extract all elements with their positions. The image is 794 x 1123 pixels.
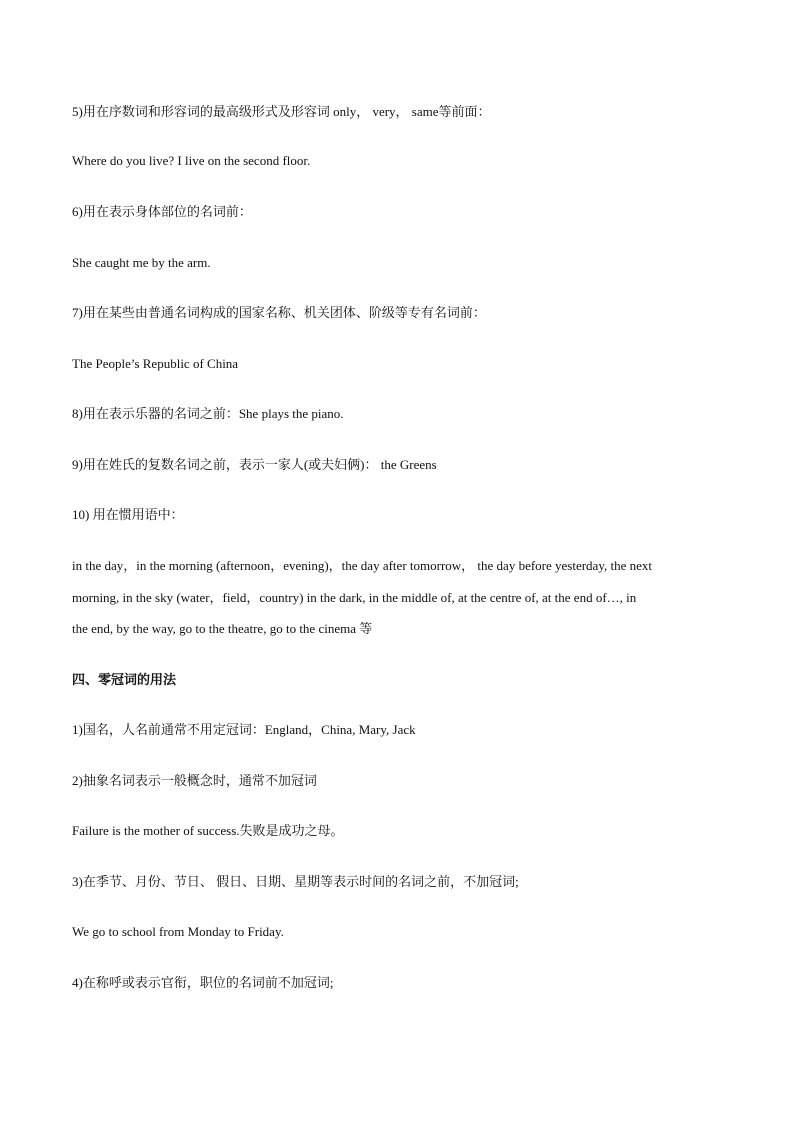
rule-7-example: The People’s Republic of China [72, 356, 239, 371]
rule-7-text: 7)用在某些由普通名词构成的国家名称、机关团体、阶级等专有名词前： [72, 305, 486, 320]
rule-9-text: 9)用在姓氏的复数名词之前，表示一家人(或夫妇俩)： the Greens [72, 457, 437, 472]
rule-6-example: She caught me by the arm. [72, 255, 211, 270]
zero-rule-1-text: 1)国名，人名前通常不用定冠词：England，China, Mary, Jack [72, 722, 416, 737]
zero-rule-2-text: 2)抽象名词表示一般概念时，通常不加冠词 [72, 773, 317, 788]
idiom-examples-line-2: morning, in the sky (water，field，country) in the dark, in the middle of, at the centre of, at the end of…, in [72, 590, 637, 605]
zero-rule-3-text: 3)在季节、月份、节日、 假日、日期、星期等表示时间的名词之前，不加冠词; [72, 874, 519, 889]
rule-8-text: 8)用在表示乐器的名词之前：She plays the piano. [72, 406, 344, 421]
idiom-examples-line-3: the end, by the way, go to the theatre, go to the cinema 等 [72, 621, 373, 636]
zero-rule-4-text: 4)在称呼或表示官衔，职位的名词前不加冠词; [72, 975, 334, 990]
zero-rule-3-example: We go to school from Monday to Friday. [72, 924, 284, 939]
section-heading-zero-article: 四、零冠词的用法 [72, 672, 177, 687]
rule-6-text: 6)用在表示身体部位的名词前： [72, 204, 252, 219]
rule-5-example: Where do you live? I live on the second floor. [72, 153, 311, 168]
zero-rule-2-example: Failure is the mother of success.失败是成功之母。 [72, 823, 344, 838]
rule-10-text: 10) 用在惯用语中： [72, 507, 184, 522]
rule-5-text: 5)用在序数词和形容词的最高级形式及形容词 only， very， same等前面： [72, 104, 491, 119]
idiom-examples-line-1: in the day，in the morning (afternoon，evening)，the day after tomorrow， the day before yesterday, the next [72, 558, 652, 573]
